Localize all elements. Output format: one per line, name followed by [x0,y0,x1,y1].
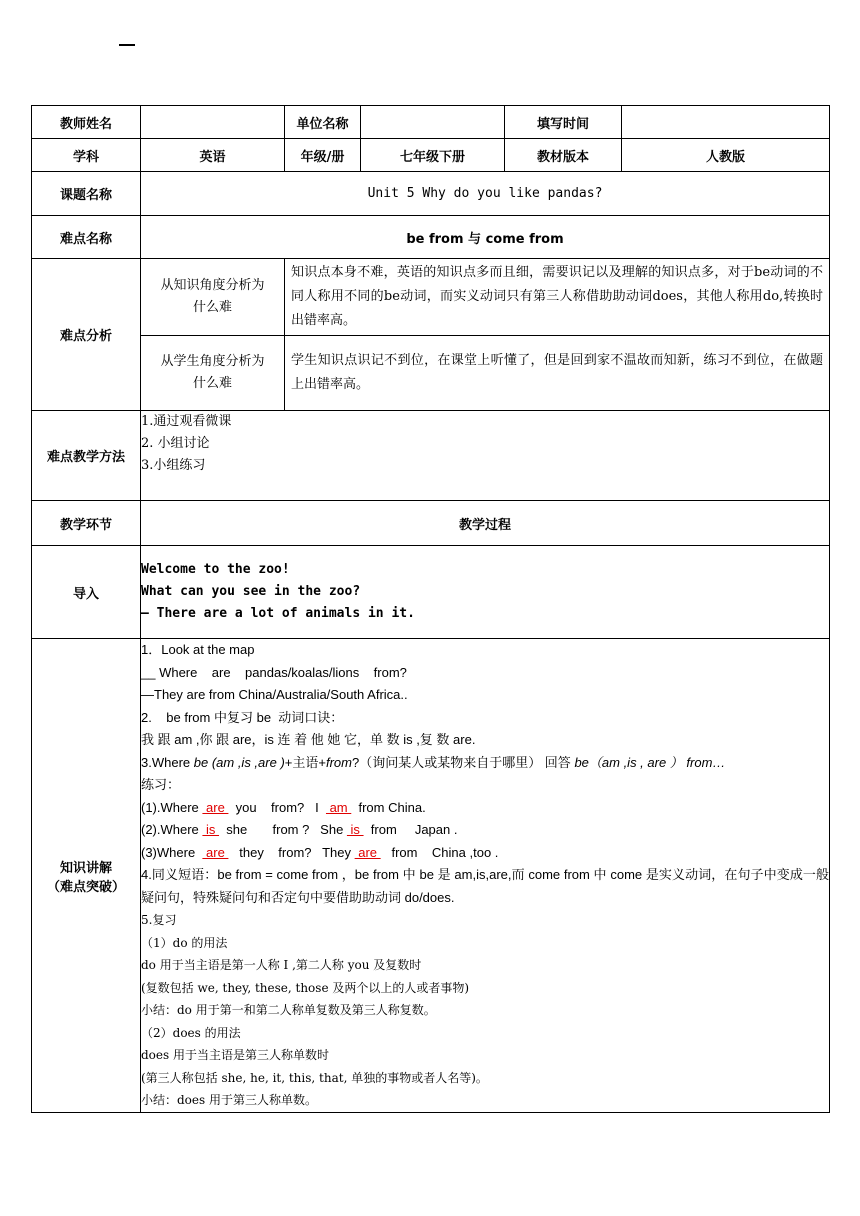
knowledge-angle-label [141,259,285,336]
knowledge-label-line-1: 知识讲解 [59,860,112,876]
exercise-2-c: she from ? She [219,822,347,837]
student-angle-text [285,336,830,411]
intro-line-3: — There are a lot of animals in it. [141,606,415,621]
knowledge-angle-text [285,259,830,336]
edition-label: 教材版本 [505,139,622,172]
topic-value: Unit 5 Why do you like pandas? [141,172,830,216]
method-item-1: 1.通过观看微课 [141,414,232,429]
knowledge-line-11: do 用于当主语是第一人称 I ,第二人称 you 及复数时 [141,958,422,972]
knowledge-line-13: 小结：do 用于第一和第二人称单复数及第三人称复数。 [141,1003,436,1017]
from-word: from [325,754,352,770]
method-item-3: 3.小组练习 [141,458,206,473]
lesson-table [31,105,830,1113]
methods-row [32,411,830,501]
unit-label: 单位名称 [285,106,361,139]
info-row-2 [32,139,830,172]
analysis-label: 难点分析 [32,259,141,411]
exercise-3-answer-1: are [202,844,229,860]
knowledge-content [141,639,830,1113]
knowledge-angle-line-1: 从知识角度分析为 [160,278,265,293]
topic-row [32,172,830,216]
knowledge-line-6 [141,752,829,775]
exercise-2-e: from Japan . [363,822,458,837]
exercise-3-a: (3)Where [141,844,203,860]
exercise-1-c: you from? I [228,799,326,815]
subject-label: 学科 [32,139,141,172]
teacher-value[interactable] [141,106,285,139]
knowledge-line-16: (第三人称包括 she, he, it, this, that, 单独的事物或者人名等)。 [141,1070,488,1085]
teacher-label: 教师姓名 [32,106,141,139]
knowledge-line-9: 5.复习 [141,913,177,927]
exercise-3-e: from China ,too . [380,844,499,860]
intro-label: 导入 [32,546,141,639]
knowledge-label-line-2: （难点突破） [46,879,125,895]
student-angle-line-2: 什么难 [192,376,232,391]
knowledge-angle-paragraph: 知识点本身不难，英语的知识点多而且细，需要识记以及理解的知识点多，对于be动词的不同人称用不同的be动词，而实义动词只有第三人称借助助动词does，其他人称用do,转换时出错率高。 [291,265,823,328]
knowledge-line-5: 我 跟 am ,你 跟 are，is 连 着 他 她 它，单 数 is ,复 数 are. [141,732,476,747]
question-note: ?（询问某人或某物来自于哪里） 回答 [351,754,575,770]
knowledge-row [32,639,830,1113]
knowledge-line-3: —They are from China/Australia/South Africa.. [141,687,408,702]
topic-label: 课题名称 [32,172,141,216]
info-row-1 [32,106,830,139]
exercise-3-c: they from? They [228,844,355,860]
time-value[interactable] [622,106,830,139]
intro-line-1: Welcome to the zoo! [141,562,290,577]
student-angle-line-1: 从学生角度分析为 [160,354,265,369]
answer-pattern: be（am ,is , are ） from… [574,754,726,770]
exercise-1-e: from China. [351,799,426,815]
methods-list [141,411,830,501]
difficulty-label: 难点名称 [32,216,141,259]
analysis-row-1 [32,259,830,336]
exercise-1-answer-1: are [202,799,229,815]
knowledge-line-8: 4.同义短语：be from = come from ，be from 中 be 是 am,is,are,而 come from 中 come 是实义动词，在句子中变成一般疑问句，特殊疑问句和否定句中要借助助动词 do/does. [141,867,829,905]
exercise-1 [141,797,829,820]
intro-row [32,546,830,639]
methods-label: 难点教学方法 [32,411,141,501]
student-angle-paragraph: 学生知识点识记不到位，在课堂上听懂了，但是回到家不温故而知新，练习不到位，在做题上出错率高。 [291,353,823,392]
exercise-3 [141,842,829,865]
exercise-2-answer-1: is [202,822,220,837]
time-label: 填写时间 [505,106,622,139]
analysis-row-2 [32,336,830,411]
method-item-2: 2. 小组讨论 [141,436,210,451]
grade-label: 年级/册 [285,139,361,172]
stage-label: 教学环节 [32,501,141,546]
knowledge-label [32,639,141,1113]
knowledge-line-15: does 用于当主语是第三人称单数时 [141,1048,329,1062]
be-forms: be (am ,is ,are ) [193,754,285,770]
difficulty-row [32,216,830,259]
process-header-row [32,501,830,546]
exercise-2 [141,819,829,842]
grade-value: 七年级下册 [361,139,505,172]
knowledge-line-10: （1）do 的用法 [141,935,228,950]
knowledge-line-7: 练习： [141,777,181,792]
exercise-2-answer-2: is [346,822,364,837]
process-label: 教学过程 [141,501,830,546]
edition-value: 人教版 [622,139,830,172]
knowledge-line-4: 2. be from 中复习 be 动词口诀： [141,709,344,725]
difficulty-value: be from 与 come from [141,216,830,259]
unit-value[interactable] [361,106,505,139]
subject-value: 英语 [141,139,285,172]
knowledge-line-17: 小结：does 用于第三人称单数。 [141,1093,317,1107]
knowledge-line-14: （2）does 的用法 [141,1025,241,1040]
header-dash [119,44,135,46]
subject-plus: +主语+ [284,754,326,770]
where-prefix: 3.Where [141,754,194,770]
exercise-1-a: (1).Where [141,799,203,815]
student-angle-label [141,336,285,411]
intro-content [141,546,830,639]
exercise-3-answer-2: are [354,844,381,860]
knowledge-line-1: 1．Look at the map [141,642,255,657]
knowledge-line-12: (复数包括 we, they, these, those 及两个以上的人或者事物) [141,980,470,995]
intro-line-2: What can you see in the zoo? [141,584,361,599]
exercise-2-a: (2).Where [141,822,203,837]
knowledge-angle-line-2: 什么难 [192,300,232,315]
knowledge-line-2: __ Where are pandas/koalas/lions from? [141,664,407,680]
exercise-1-answer-2: am [325,799,352,815]
